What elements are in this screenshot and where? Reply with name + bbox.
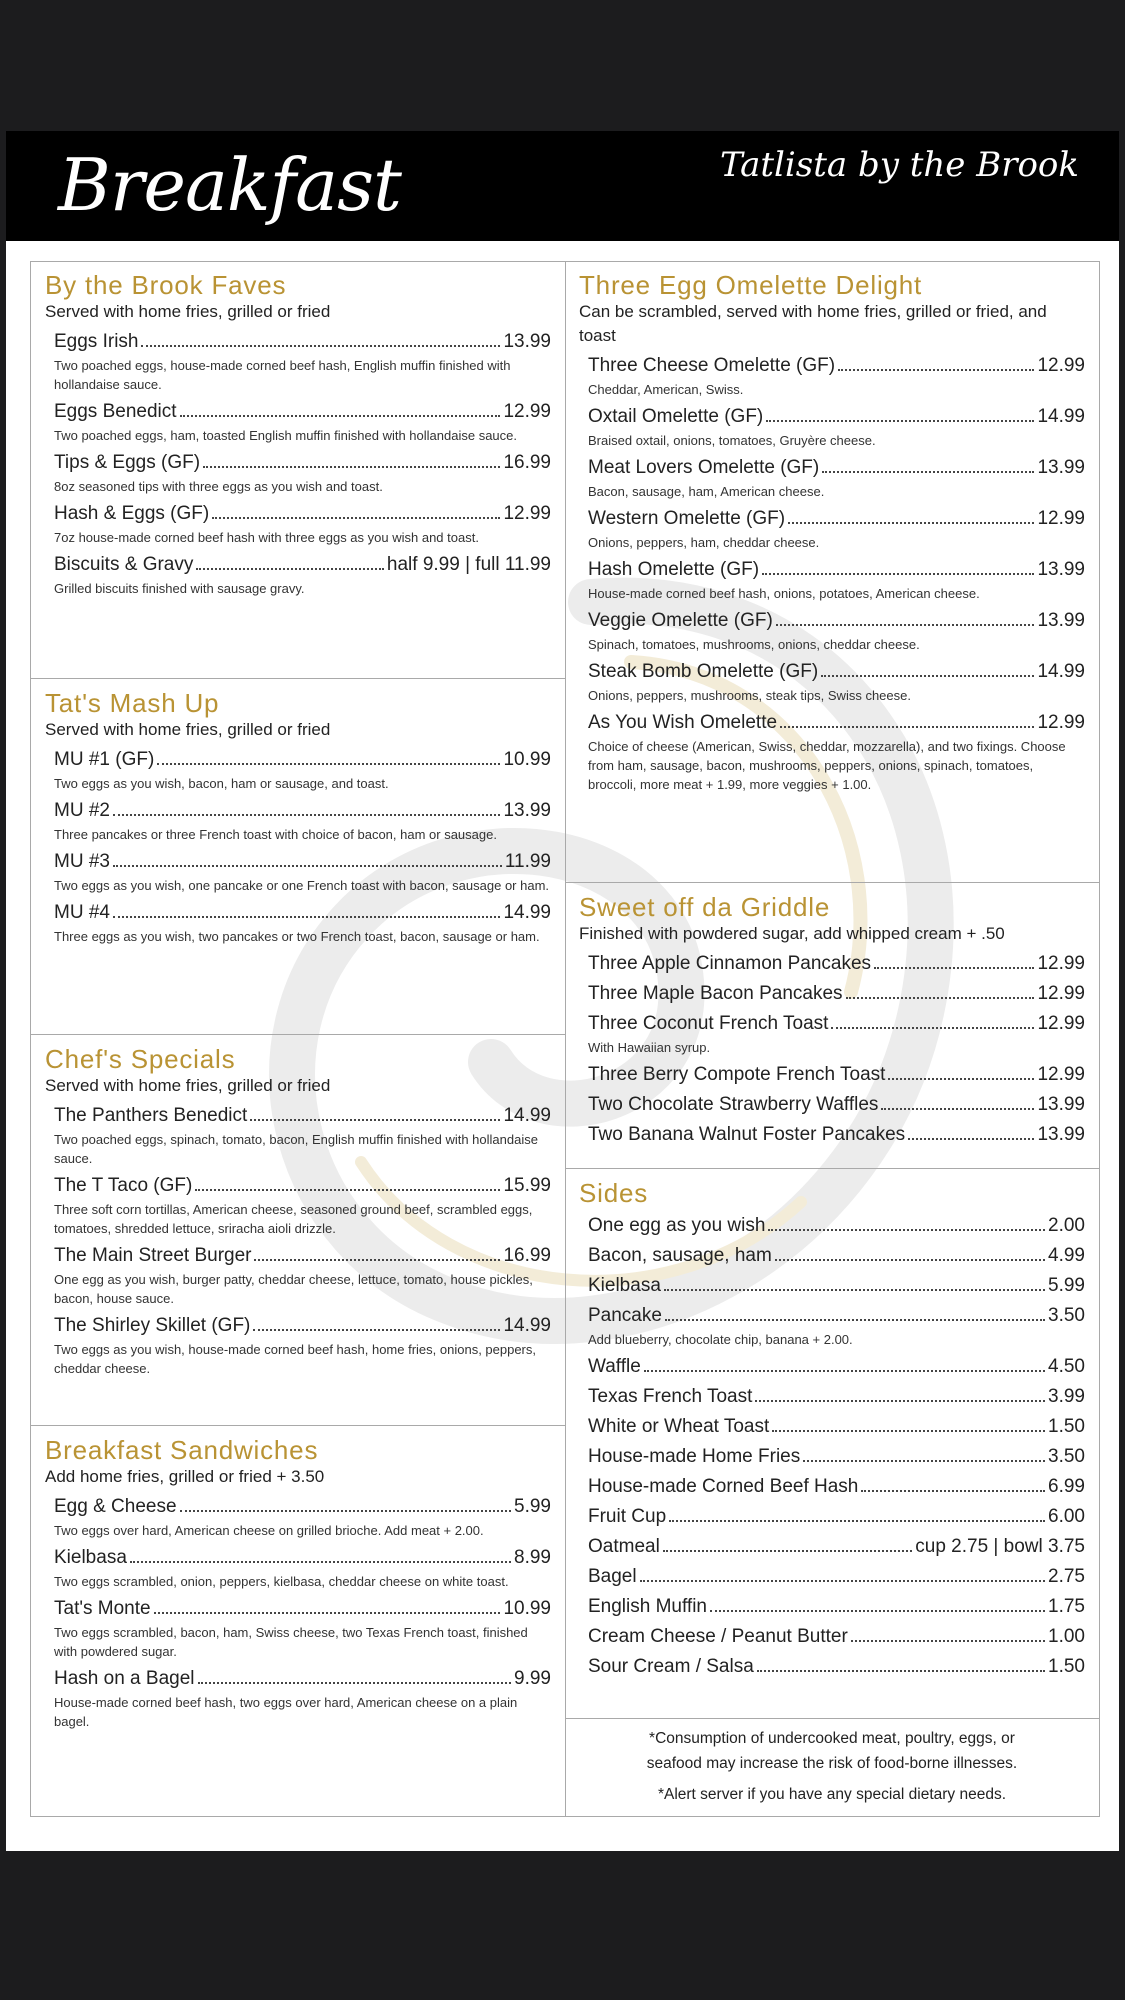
dot-leader — [665, 1319, 1045, 1321]
menu-item-description: Spinach, tomatoes, mushrooms, onions, cheddar cheese. — [588, 637, 920, 652]
dot-leader — [180, 1510, 511, 1512]
menu-item-price: cup 2.75 | bowl 3.75 — [915, 1536, 1085, 1557]
menu-item-name: Eggs Benedict — [54, 401, 177, 422]
menu-item-row — [588, 952, 1085, 976]
menu-item-price: 12.99 — [1037, 712, 1085, 733]
menu-item — [54, 330, 551, 394]
menu-item-name: Hash Omelette (GF) — [588, 559, 760, 580]
menu-item-description: Braised oxtail, onions, tomatoes, Gruyère cheese. — [588, 433, 876, 448]
menu-item-name: Fruit Cup — [588, 1506, 667, 1527]
section-title: Sweet off da Griddle — [579, 892, 831, 922]
menu-item-row — [588, 405, 1085, 429]
menu-item-name: Meat Lovers Omelette (GF) — [588, 457, 820, 478]
section-sweet-off-da-griddle — [579, 892, 1085, 1147]
menu-item — [588, 1123, 1085, 1147]
menu-item-price: 12.99 — [1037, 508, 1085, 529]
menu-item-price: 10.99 — [503, 749, 551, 770]
menu-item — [588, 1625, 1085, 1649]
menu-item-row — [588, 1274, 1085, 1298]
menu-item — [54, 451, 551, 496]
menu-item-name: Three Maple Bacon Pancakes — [588, 983, 843, 1004]
dot-leader — [669, 1520, 1045, 1522]
item-list — [579, 952, 1085, 1147]
menu-item — [588, 1535, 1085, 1559]
dot-leader — [788, 522, 1034, 524]
menu-item-price: 3.50 — [1048, 1446, 1085, 1467]
menu-item-name: Cream Cheese / Peanut Butter — [588, 1626, 848, 1647]
menu-item-name: Hash & Eggs (GF) — [54, 503, 210, 524]
disclaimer-food-safety: *Consumption of undercooked meat, poultry, eggs, or seafood may increase the risk of food-borne illnesses. — [646, 1730, 1018, 1772]
section-title: Breakfast Sandwiches — [45, 1435, 319, 1465]
menu-item-name: The T Taco (GF) — [54, 1175, 193, 1196]
menu-item-description: Choice of cheese (American, Swiss, cheddar, mozzarella), and two fixings. Choose from ham, sausage, bacon, mushrooms, peppers, onions, spinach, tomatoes, broccoli, more meat + 1.99, more veggies + 1.00. — [588, 739, 1066, 792]
menu-item — [54, 901, 551, 946]
menu-item — [54, 850, 551, 895]
menu-item-name: The Shirley Skillet (GF) — [54, 1315, 251, 1336]
menu-item-row — [588, 1093, 1085, 1117]
menu-item-description: 7oz house-made corned beef hash with three eggs as you wish and toast. — [54, 530, 479, 545]
menu-item-description: Three soft corn tortillas, American cheese, seasoned ground beef, scrambled eggs, tomatoes, shredded lettuce, sriracha aioli drizzle. — [54, 1202, 533, 1236]
menu-item-name: English Muffin — [588, 1596, 707, 1617]
menu-item-description: Two eggs as you wish, one pancake or one French toast with bacon, sausage or ham. — [54, 878, 550, 893]
brand-name: Tatlista by the Brook — [720, 145, 1079, 185]
menu-item — [588, 1244, 1085, 1268]
section-note: Finished with powdered sugar, add whipped cream + .50 — [579, 924, 1005, 943]
menu-item-name: Bacon, sausage, ham — [588, 1245, 772, 1266]
dot-leader — [640, 1580, 1045, 1582]
menu-item-row — [588, 1123, 1085, 1147]
menu-item-row — [588, 507, 1085, 531]
menu-item-row — [54, 400, 551, 424]
menu-item — [54, 748, 551, 793]
menu-item-name: Waffle — [588, 1356, 641, 1377]
dot-leader — [644, 1370, 1045, 1372]
dot-leader — [157, 763, 500, 765]
menu-item-name: One egg as you wish — [588, 1215, 766, 1236]
menu-item-row — [588, 558, 1085, 582]
menu-item-price: 14.99 — [503, 1315, 551, 1336]
section-note: Served with home fries, grilled or fried — [45, 720, 331, 739]
menu-item-description: Two eggs scrambled, bacon, ham, Swiss cheese, two Texas French toast, finished with powdered sugar. — [54, 1625, 528, 1659]
menu-item-description: Bacon, sausage, ham, American cheese. — [588, 484, 825, 499]
menu-item — [588, 609, 1085, 654]
menu-item-price: 2.75 — [1048, 1566, 1085, 1587]
section-title: Sides — [579, 1178, 649, 1208]
section-title: By the Brook Faves — [45, 270, 287, 300]
dot-leader — [908, 1138, 1034, 1140]
menu-item-name: White or Wheat Toast — [588, 1416, 770, 1437]
menu-item-description: Two eggs over hard, American cheese on grilled brioche. Add meat + 2.00. — [54, 1523, 484, 1538]
menu-item-description: Onions, peppers, ham, cheddar cheese. — [588, 535, 820, 550]
menu-item-name: Three Berry Compote French Toast — [588, 1064, 886, 1085]
menu-item-price: 11.99 — [504, 851, 551, 872]
menu-item-price: 12.99 — [503, 401, 551, 422]
menu-item-price: 13.99 — [1037, 1124, 1085, 1145]
menu-item-description: 8oz seasoned tips with three eggs as you wish and toast. — [54, 479, 383, 494]
menu-item-row — [588, 1355, 1085, 1379]
menu-item-row — [588, 1063, 1085, 1087]
menu-item-row — [54, 850, 551, 874]
menu-item-name: House-made Home Fries — [588, 1446, 801, 1467]
menu-item-price: 13.99 — [1037, 457, 1085, 478]
menu-item-price: 8.99 — [514, 1547, 551, 1568]
menu-item-row — [588, 1304, 1085, 1328]
menu-item — [588, 1214, 1085, 1238]
menu-page — [6, 131, 1119, 1851]
menu-item-name: MU #2 — [54, 800, 110, 821]
section-note: Add home fries, grilled or fried + 3.50 — [45, 1467, 325, 1486]
menu-item-row — [588, 1385, 1085, 1409]
menu-item-description: Two poached eggs, ham, toasted English muffin finished with hollandaise sauce. — [54, 428, 517, 443]
menu-item-name: Tips & Eggs (GF) — [54, 452, 201, 473]
menu-item-row — [588, 1655, 1085, 1679]
menu-item — [54, 1244, 551, 1308]
disclaimer-dietary: *Alert server if you have any special dietary needs. — [657, 1786, 1007, 1803]
menu-item — [588, 1063, 1085, 1087]
menu-item-row — [588, 1012, 1085, 1036]
menu-item-price: 12.99 — [1037, 1064, 1085, 1085]
menu-item-description: Cheddar, American, Swiss. — [588, 382, 744, 397]
dot-leader — [775, 1259, 1045, 1261]
menu-item-name: MU #3 — [54, 851, 110, 872]
section-note: Can be scrambled, served with home fries, grilled or fried, and toast — [579, 302, 1047, 345]
dot-leader — [195, 1189, 500, 1191]
dot-leader — [212, 517, 500, 519]
menu-item-name: Sour Cream / Salsa — [588, 1656, 754, 1677]
dot-leader — [888, 1078, 1034, 1080]
menu-item-description: House-made corned beef hash, onions, potatoes, American cheese. — [588, 586, 980, 601]
menu-item-price: 1.50 — [1048, 1416, 1085, 1437]
menu-item-name: Oatmeal — [588, 1536, 660, 1557]
menu-item-price: 13.99 — [503, 331, 551, 352]
item-list — [45, 748, 551, 946]
menu-item-description: Three eggs as you wish, two pancakes or two French toast, bacon, sausage or ham. — [54, 929, 540, 944]
menu-item — [588, 1012, 1085, 1057]
menu-item-row — [54, 1174, 551, 1198]
menu-item — [588, 982, 1085, 1006]
menu-item — [588, 1505, 1085, 1529]
menu-frame — [30, 261, 1100, 1817]
menu-item — [54, 799, 551, 844]
menu-item-price: 1.00 — [1048, 1626, 1085, 1647]
menu-item-name: Western Omelette (GF) — [588, 508, 786, 529]
section-chefs-specials — [45, 1044, 551, 1378]
menu-item-price: 14.99 — [1037, 661, 1085, 682]
menu-item-row — [588, 1445, 1085, 1469]
menu-item-description: Grilled biscuits finished with sausage gravy. — [54, 581, 305, 596]
menu-item — [588, 1274, 1085, 1298]
menu-item — [54, 1546, 551, 1591]
dot-leader — [772, 1430, 1045, 1432]
dot-leader — [766, 420, 1034, 422]
menu-item — [588, 711, 1085, 794]
menu-item-row — [54, 502, 551, 526]
menu-item-name: Pancake — [588, 1305, 662, 1326]
dot-leader — [776, 624, 1035, 626]
menu-item — [588, 354, 1085, 399]
dot-leader — [198, 1682, 512, 1684]
section-note: Served with home fries, grilled or fried — [45, 302, 331, 321]
menu-item-price: 10.99 — [503, 1598, 551, 1619]
menu-item-name: Veggie Omelette (GF) — [588, 610, 773, 631]
dot-leader — [780, 726, 1034, 728]
menu-item — [588, 558, 1085, 603]
menu-item-name: House-made Corned Beef Hash — [588, 1476, 859, 1497]
menu-item-name: Kielbasa — [54, 1547, 127, 1568]
menu-item-description: Two eggs as you wish, house-made corned beef hash, home fries, onions, peppers, cheddar cheese. — [54, 1342, 537, 1376]
menu-item-row — [54, 1314, 551, 1338]
menu-item — [588, 1093, 1085, 1117]
menu-item — [588, 1655, 1085, 1679]
menu-item-name: Three Coconut French Toast — [588, 1013, 829, 1034]
item-list — [45, 1104, 551, 1378]
section-title: Tat's Mash Up — [45, 688, 220, 718]
dot-leader — [113, 916, 500, 918]
menu-item-name: Texas French Toast — [588, 1386, 753, 1407]
menu-item-name: As You Wish Omelette — [588, 712, 778, 733]
menu-item-price: 12.99 — [1037, 953, 1085, 974]
menu-item-row — [588, 1475, 1085, 1499]
menu-item-row — [54, 901, 551, 925]
menu-item — [588, 1595, 1085, 1619]
menu-item-row — [54, 1495, 551, 1519]
menu-item-name: Bagel — [588, 1566, 637, 1587]
menu-item-row — [588, 660, 1085, 684]
dot-leader — [861, 1490, 1045, 1492]
dot-leader — [838, 369, 1034, 371]
dot-leader — [664, 1289, 1045, 1291]
menu-item-row — [588, 609, 1085, 633]
menu-item — [588, 1304, 1085, 1349]
section-divider — [31, 1034, 565, 1035]
menu-item-row — [588, 1565, 1085, 1589]
menu-item-row — [588, 1535, 1085, 1559]
section-three-egg-omelette-delight — [579, 270, 1085, 794]
menu-item-row — [54, 330, 551, 354]
menu-item-description: Onions, peppers, mushrooms, steak tips, Swiss cheese. — [588, 688, 911, 703]
menu-item-price: 13.99 — [503, 800, 551, 821]
dot-leader — [846, 997, 1035, 999]
menu-item-price: 14.99 — [503, 1105, 551, 1126]
menu-item-row — [588, 1415, 1085, 1439]
menu-item-name: MU #4 — [54, 902, 110, 923]
section-breakfast-sandwiches — [45, 1435, 551, 1731]
menu-item-price: 4.50 — [1048, 1356, 1085, 1377]
dot-leader — [762, 573, 1034, 575]
dot-leader — [851, 1640, 1045, 1642]
menu-item-name: Two Banana Walnut Foster Pancakes — [588, 1124, 906, 1145]
menu-item-name: Three Apple Cinnamon Pancakes — [588, 953, 872, 974]
menu-item — [588, 660, 1085, 705]
menu-item-description: House-made corned beef hash, two eggs over hard, American cheese on a plain bagel. — [54, 1695, 518, 1729]
menu-item-price: 2.00 — [1048, 1215, 1085, 1236]
menu-item-description: Two poached eggs, spinach, tomato, bacon, English muffin finished with hollandaise sauce. — [54, 1132, 538, 1166]
dot-leader — [874, 967, 1034, 969]
menu-item-price: 1.50 — [1048, 1656, 1085, 1677]
menu-item-row — [54, 1667, 551, 1691]
section-title: Chef's Specials — [45, 1044, 236, 1074]
section-divider — [31, 678, 565, 679]
menu-item-price: 15.99 — [503, 1175, 551, 1196]
menu-item-name: Three Cheese Omelette (GF) — [588, 355, 836, 376]
menu-item-description: Add blueberry, chocolate chip, banana + 2.00. — [588, 1332, 853, 1347]
menu-item-price: 16.99 — [503, 1245, 551, 1266]
dot-leader — [822, 471, 1034, 473]
menu-item-row — [588, 982, 1085, 1006]
dot-leader — [203, 466, 500, 468]
menu-item-price: 5.99 — [514, 1496, 551, 1517]
menu-item-price: 12.99 — [503, 503, 551, 524]
menu-item-row — [54, 1104, 551, 1128]
menu-item-price: 3.99 — [1048, 1386, 1085, 1407]
menu-item — [54, 1174, 551, 1238]
dot-leader — [254, 1259, 500, 1261]
menu-item-row — [54, 799, 551, 823]
dot-leader — [196, 568, 384, 570]
menu-item-price: 12.99 — [1037, 983, 1085, 1004]
menu-item-price: 1.75 — [1048, 1596, 1085, 1617]
menu-item — [54, 502, 551, 547]
dot-leader — [250, 1119, 500, 1121]
menu-item-row — [54, 1546, 551, 1570]
menu-item-row — [588, 1625, 1085, 1649]
dot-leader — [803, 1460, 1045, 1462]
section-tats-mash-up — [45, 688, 551, 946]
dot-leader — [180, 415, 501, 417]
menu-item — [54, 1495, 551, 1540]
dot-leader — [253, 1329, 500, 1331]
dot-leader — [768, 1229, 1045, 1231]
menu-item — [588, 1355, 1085, 1379]
menu-item — [588, 1385, 1085, 1409]
menu-item — [54, 1104, 551, 1168]
menu-item-row — [588, 354, 1085, 378]
item-list — [45, 1495, 551, 1731]
column-divider — [565, 262, 566, 1816]
menu-item-name: Eggs Irish — [54, 331, 139, 352]
menu-item-name: Egg & Cheese — [54, 1496, 177, 1517]
menu-item-price: 5.99 — [1048, 1275, 1085, 1296]
menu-item-name: Biscuits & Gravy — [54, 554, 194, 575]
menu-item-price: 14.99 — [503, 902, 551, 923]
menu-item-price: 3.50 — [1048, 1305, 1085, 1326]
section-note: Served with home fries, grilled or fried — [45, 1076, 331, 1095]
menu-item — [588, 1445, 1085, 1469]
menu-item-name: Two Chocolate Strawberry Waffles — [588, 1094, 879, 1115]
menu-item — [588, 405, 1085, 450]
header-banner — [6, 131, 1119, 241]
menu-item-row — [54, 451, 551, 475]
menu-item-description: Three pancakes or three French toast with choice of bacon, ham or sausage. — [54, 827, 497, 842]
menu-item-price: 6.00 — [1048, 1506, 1085, 1527]
menu-item — [588, 507, 1085, 552]
menu-item-row — [588, 711, 1085, 735]
item-list — [579, 1214, 1085, 1679]
menu-item-row — [588, 456, 1085, 480]
menu-item — [54, 400, 551, 445]
dot-leader — [757, 1670, 1045, 1672]
menu-item-row — [54, 748, 551, 772]
dot-leader — [755, 1400, 1045, 1402]
menu-item-description: One egg as you wish, burger patty, cheddar cheese, lettuce, tomato, house pickles, bacon, house sauce. — [54, 1272, 533, 1306]
menu-item-price: 12.99 — [1037, 1013, 1085, 1034]
menu-item-price: 6.99 — [1048, 1476, 1085, 1497]
menu-item — [588, 952, 1085, 976]
dot-leader — [831, 1027, 1034, 1029]
item-list — [45, 330, 551, 598]
menu-item — [54, 553, 551, 598]
menu-item-name: MU #1 (GF) — [54, 749, 155, 770]
dot-leader — [663, 1550, 912, 1552]
dot-leader — [881, 1108, 1034, 1110]
menu-item-description: Two poached eggs, house-made corned beef hash, English muffin finished with hollandaise sauce. — [54, 358, 511, 392]
menu-item — [588, 1565, 1085, 1589]
menu-item-description: Two eggs scrambled, onion, peppers, kielbasa, cheddar cheese on white toast. — [54, 1574, 509, 1589]
menu-item — [588, 1415, 1085, 1439]
item-list — [579, 354, 1085, 794]
menu-item-price: 13.99 — [1037, 1094, 1085, 1115]
section-divider — [31, 1425, 565, 1426]
menu-item-price: 12.99 — [1037, 355, 1085, 376]
menu-item-row — [588, 1214, 1085, 1238]
menu-item-name: Oxtail Omelette (GF) — [588, 406, 764, 427]
menu-item-price: 13.99 — [1037, 610, 1085, 631]
menu-item-price: 9.99 — [514, 1668, 551, 1689]
menu-title: Breakfast — [58, 143, 401, 227]
dot-leader — [154, 1612, 501, 1614]
menu-item-name: Hash on a Bagel — [54, 1668, 195, 1689]
menu-item-price: 16.99 — [503, 452, 551, 473]
section-sides — [579, 1178, 1085, 1679]
dot-leader — [821, 675, 1034, 677]
menu-item-price: 4.99 — [1048, 1245, 1085, 1266]
menu-item-row — [54, 1597, 551, 1621]
menu-item-name: The Main Street Burger — [54, 1245, 252, 1266]
dot-leader — [710, 1610, 1045, 1612]
menu-item-row — [588, 1505, 1085, 1529]
disclaimer — [565, 1718, 1099, 1813]
menu-item-row — [54, 553, 551, 577]
menu-item-row — [588, 1595, 1085, 1619]
menu-item-description: Two eggs as you wish, bacon, ham or sausage, and toast. — [54, 776, 389, 791]
menu-item-name: Kielbasa — [588, 1275, 661, 1296]
section-title: Three Egg Omelette Delight — [579, 270, 923, 300]
menu-item — [54, 1314, 551, 1378]
menu-item — [54, 1667, 551, 1731]
menu-item-price: half 9.99 | full 11.99 — [386, 554, 551, 575]
menu-item — [588, 456, 1085, 501]
menu-item-price: 13.99 — [1037, 559, 1085, 580]
section-by-the-brook-faves — [45, 270, 551, 598]
dot-leader — [113, 865, 502, 867]
dot-leader — [141, 345, 500, 347]
menu-item-name: Tat's Monte — [54, 1598, 151, 1619]
menu-item-row — [588, 1244, 1085, 1268]
section-divider — [565, 1168, 1099, 1169]
menu-item — [54, 1597, 551, 1661]
menu-item — [588, 1475, 1085, 1499]
menu-item-description: With Hawaiian syrup. — [588, 1040, 711, 1055]
menu-item-row — [54, 1244, 551, 1268]
section-divider — [565, 882, 1099, 883]
menu-item-name: The Panthers Benedict — [54, 1105, 248, 1126]
dot-leader — [113, 814, 500, 816]
menu-item-name: Steak Bomb Omelette (GF) — [588, 661, 819, 682]
menu-item-price: 14.99 — [1037, 406, 1085, 427]
dot-leader — [130, 1561, 511, 1563]
